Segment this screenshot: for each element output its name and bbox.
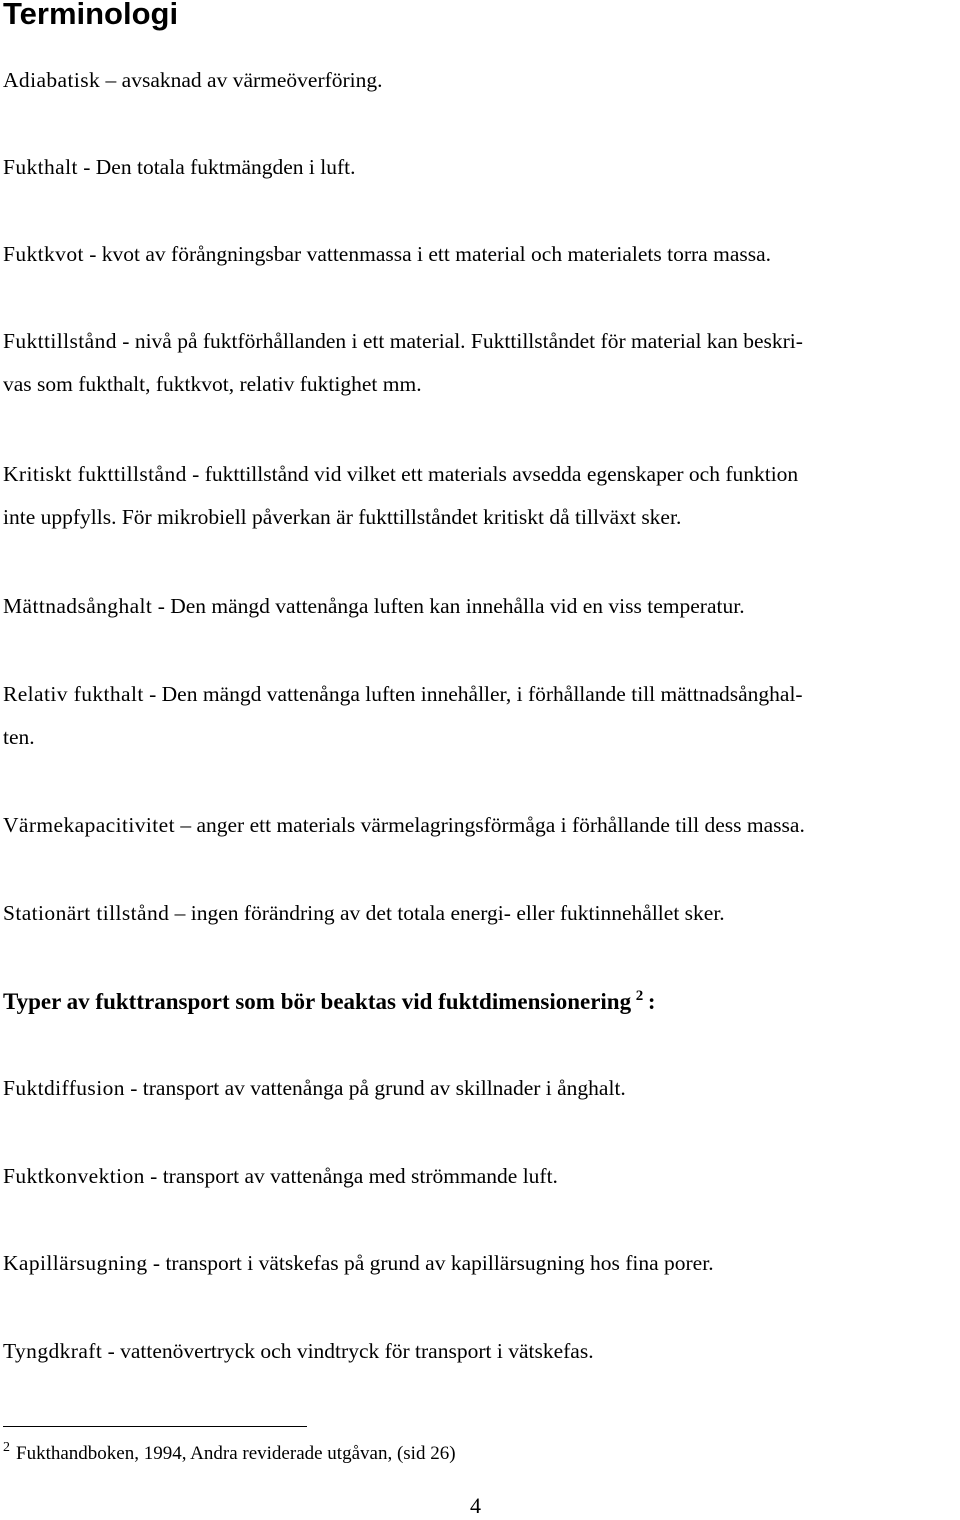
transport-heading-text: Typer av fukttransport som bör beaktas vid fuktdimensionering — [3, 989, 632, 1014]
transport-kapillarsugning — [3, 1242, 958, 1285]
definition-term: Stationärt tillstånd — [3, 901, 170, 925]
definition-term: Fukttillstånd — [3, 329, 117, 353]
transport-heading-suffix: : — [647, 989, 656, 1014]
footnote-number: 2 — [3, 1440, 10, 1455]
definition-relativ-fukthalt — [3, 673, 958, 759]
definition-term: Mättnadsånghalt — [3, 594, 153, 618]
definition-text: – avsaknad av värmeöverföring. — [100, 68, 383, 92]
definition-stationart-tillstand — [3, 892, 958, 935]
transport-fuktkonvektion — [3, 1155, 958, 1198]
transport-text: - transport av vattenånga med strömmande luft. — [144, 1164, 558, 1188]
definition-fuktkvot — [3, 233, 958, 276]
page-number: 4 — [470, 1493, 481, 1518]
transport-fuktdiffusion — [3, 1067, 958, 1110]
definition-fukthalt — [3, 146, 958, 189]
definition-term: Relativ fukthalt — [3, 682, 144, 706]
definition-text-continued: inte uppfylls. För mikrobiell påverkan är fukttillståndet kritiskt då tillväxt sker. — [3, 505, 682, 529]
definition-mattnadsanghalt — [3, 585, 958, 628]
definition-varmekapacitivitet — [3, 804, 958, 847]
definition-term: Fuktkvot — [3, 242, 84, 266]
transport-term: Fuktkonvektion — [3, 1164, 145, 1188]
definition-text: - Den mängd vattenånga luften kan innehålla vid en viss temperatur. — [152, 594, 745, 618]
page-heading: Terminologi — [3, 0, 179, 31]
transport-text: - vattenövertryck och vindtryck för transport i vätskefas. — [102, 1339, 594, 1363]
definition-term: Kritiskt fukttillstånd — [3, 462, 187, 486]
footnote-text: Fukthandboken, 1994, Andra reviderade utgåvan, (sid 26) — [16, 1443, 456, 1464]
definition-text: - Den totala fuktmängden i luft. — [77, 155, 356, 179]
definition-text-continued: vas som fukthalt, fuktkvot, relativ fuktighet mm. — [3, 372, 422, 396]
definition-text: - kvot av förångningsbar vattenmassa i ett material och materialets torra massa. — [83, 242, 772, 266]
footnote-reference: 2 — [635, 988, 644, 1004]
definition-text: – ingen förändring av det totala energi- eller fuktinnehållet sker. — [169, 901, 725, 925]
transport-term: Fuktdiffusion — [3, 1076, 125, 1100]
definition-text: - nivå på fuktförhållanden i ett material. Fukttillståndet för material kan beskri- — [116, 329, 803, 353]
definition-text: - fukttillstånd vid vilket ett materials avsedda egenskaper och funktion — [186, 462, 799, 486]
transport-heading — [3, 980, 656, 1023]
footnote — [3, 1440, 456, 1468]
definition-kritiskt-fukttillstand — [3, 453, 958, 539]
definition-text: - Den mängd vattenånga luften innehåller, i förhållande till mättnadsånghal- — [143, 682, 803, 706]
definition-fukttillstand — [3, 320, 958, 406]
definition-term: Adiabatisk — [3, 68, 101, 92]
transport-tyngdkraft — [3, 1330, 958, 1373]
definition-text-continued: ten. — [3, 725, 35, 749]
definition-adiabatisk — [3, 59, 958, 102]
footnote-divider — [3, 1426, 307, 1427]
definition-term: Fukthalt — [3, 155, 78, 179]
transport-text: - transport av vattenånga på grund av skillnader i ånghalt. — [124, 1076, 626, 1100]
transport-term: Kapillärsugning — [3, 1251, 148, 1275]
transport-text: - transport i vätskefas på grund av kapillärsugning hos fina porer. — [147, 1251, 714, 1275]
transport-term: Tyngdkraft — [3, 1339, 103, 1363]
definition-term: Värmekapacitivitet — [3, 813, 175, 837]
definition-text: – anger ett materials värmelagringsförmåga i förhållande till dess massa. — [174, 813, 805, 837]
